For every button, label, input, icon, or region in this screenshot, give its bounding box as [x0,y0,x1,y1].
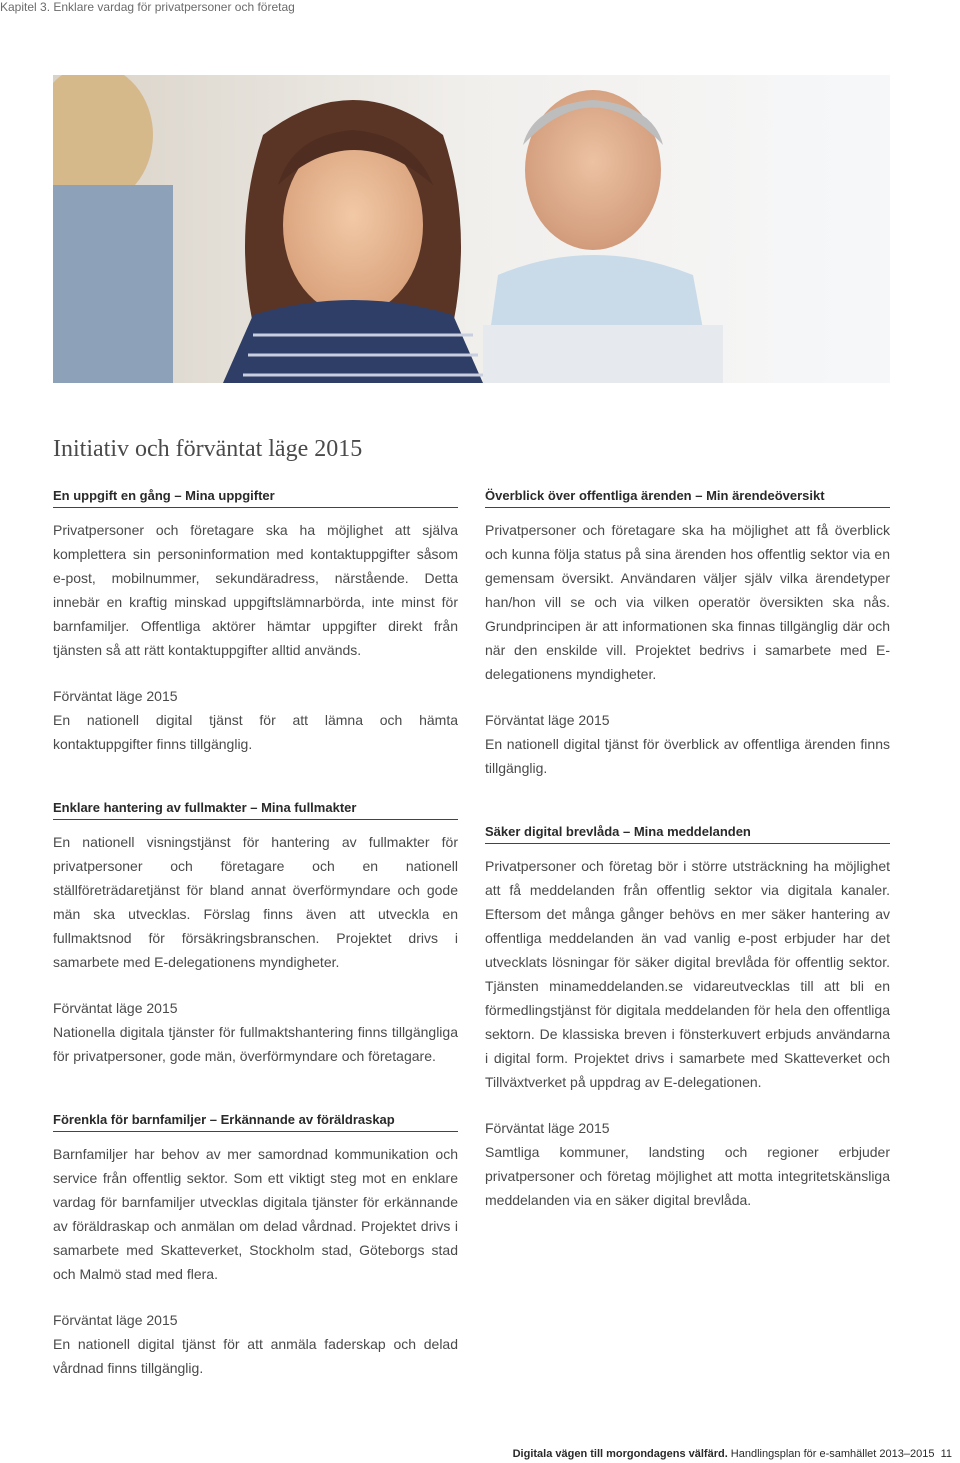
block-heading: Förenkla för barnfamiljer – Erkännande av föräldraskap [53,1112,458,1132]
page-number: 11 [940,1448,952,1460]
block-body: Privatpersoner och företag bör i större utsträckning ha möjlighet att få meddelanden från offentlig sektor via digitala kanaler. Eftersom det många gånger behövs en mer säker hantering av offentliga meddelanden än vad vanlig e-post erbjuder har det utvecklats lösningar för säker digital brevlåda för offentlig sektor. Tjänsten minameddelanden.se vidareutvecklas till att bli en förmedlingstjänst för digitala meddelanden för hela den offentliga sektorn. De klassiska breven i fönsterkuvert erbjuds användarna i digital form. Projektet drivs i samarbete med Skatteverket och Tillväxtverket på uppdrag av E-delegationen. [485,858,890,1090]
block-heading: En uppgift en gång – Mina uppgifter [53,488,458,508]
left-block-parenthood [53,1112,458,1380]
footer-subtitle: Handlingsplan för e-samhället 2013–2015 [727,1448,935,1460]
section-title: Initiativ och förväntat läge 2015 [53,436,363,462]
expected-label: Förväntat läge 2015 [485,1120,610,1136]
expected-text: Nationella digitala tjänster för fullmaktshantering finns tillgängliga för privatpersoner, gode män, överförmyndare och företagare. [53,1024,458,1064]
block-heading: Enklare hantering av fullmakter – Mina fullmakter [53,800,458,820]
expected-text: En nationell digital tjänst för att lämna och hämta kontaktuppgifter finns tillgänglig. [53,712,458,752]
expected-label: Förväntat läge 2015 [53,1000,178,1016]
photo-three-people-office-icon [53,75,890,383]
block-heading: Överblick över offentliga ärenden – Min ärendeöversikt [485,488,890,508]
expected-text: En nationell digital tjänst för att anmäla faderskap och delad vårdnad finns tillgänglig. [53,1336,458,1376]
page-footer [513,1448,952,1460]
right-block-digital-mailbox [485,824,890,1212]
left-block-power-of-attorney [53,800,458,1068]
block-body: Privatpersoner och företagare ska ha möjlighet att få överblick och kunna följa status på sina ärenden hos offentlig sektor via en gemensam översikt. Användaren väljer själv vilka ärendetyper han/hon vill se och via vilken operatör översikten ska nås. Grundprincipen är att informationen ska finnas tillgänglig där och när den enskilde vill. Projektet bedrivs i samarbete med E-delegationens myndigheter. [485,522,890,682]
chapter-header: Kapitel 3. Enklare vardag för privatpersoner och företag [0,0,295,14]
expected-label: Förväntat läge 2015 [53,688,178,704]
left-block-contact-info [53,488,458,756]
expected-text: En nationell digital tjänst för överblick av offentliga ärenden finns tillgänglig. [485,736,890,776]
expected-text: Samtliga kommuner, landsting och regioner erbjuder privatpersoner och företag möjlighet att motta integritetskänsliga meddelanden via en säker digital brevlåda. [485,1144,890,1208]
block-body: Privatpersoner och företagare ska ha möjlighet att själva komplettera sin personinformation med kontaktuppgifter såsom e-post, mobilnummer, sekundäradress, närstående. Detta innebär en kraftig minskad uppgiftslämnarbörda, inte minst för barnfamiljer. Offentliga aktörer hämtar uppgifter direkt från tjänsten så att rätt kontaktuppgifter alltid används. [53,522,458,658]
expected-label: Förväntat läge 2015 [485,712,610,728]
footer-publication-title: Digitala vägen till morgondagens välfärd. [512,1448,728,1460]
right-block-case-overview [485,488,890,780]
block-body: Barnfamiljer har behov av mer samordnad kommunikation och service från offentlig sektor. Som ett viktigt steg mot en enklare vardag för barnfamiljer utvecklas digitala tjänster för erkännande av föräldraskap och anmälan om delad vårdnad. Projektet drivs i samarbete med Skatteverket, Stockholm stad, Göteborgs stad och Malmö stad med flera. [53,1146,458,1282]
block-heading: Säker digital brevlåda – Mina meddelanden [485,824,890,844]
header-photo [53,75,890,383]
expected-label: Förväntat läge 2015 [53,1312,178,1328]
block-body: En nationell visningstjänst för hantering av fullmakter för privatpersoner och företagare och en nationell ställföreträdaretjänst för bland annat överförmyndare och gode män ska utvecklas. Förslag finns även att utveckla en fullmaktsnod för försäkringsbranschen. Projektet drivs i samarbete med E-delegationens myndigheter. [53,834,458,970]
